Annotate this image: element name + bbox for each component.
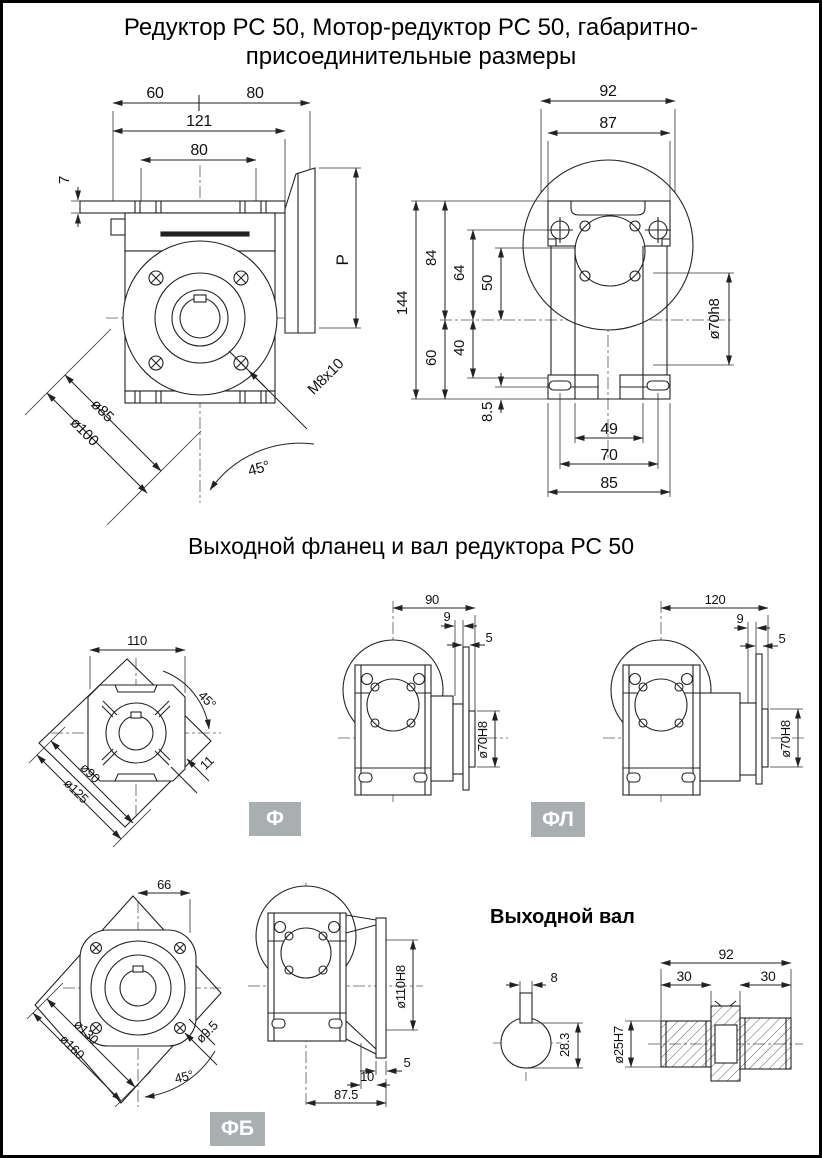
dim-label-d100: ø100 [66,414,102,450]
dim-label-d70H8-f: ø70H8 [475,721,490,759]
flange-fl-side-view [603,592,805,803]
dim-label-30-left: 30 [676,968,692,984]
page-title-line2: присоединительные размеры [245,43,577,71]
dim-label-120: 120 [704,592,726,607]
dim-label-9fl: 9 [736,611,744,626]
dim-label-45-f: 45° [195,687,220,712]
dim-label-key8: 8 [550,970,558,985]
flange-fb-side-view [248,883,423,1107]
dim-label-d160: ø160 [56,1031,88,1063]
variant-badge-f: Ф [249,802,301,836]
dim-label-d70H8-fl: ø70H8 [778,720,793,758]
dim-label-d9-5: ø9.5 [192,1017,221,1046]
dim-label-28-3: 28.3 [557,1032,572,1058]
dim-label-d25H7: ø25H7 [611,1026,626,1064]
dim-label-85: 85 [600,475,618,492]
dim-label-5fb: 5 [403,1055,411,1070]
dim-label-8-5: 8.5 [479,402,496,422]
dim-label-66: 66 [157,877,171,892]
gearbox-rear-view [394,83,734,497]
dim-label-87-5: 87.5 [333,1087,359,1102]
output-shaft-end-view [493,970,583,1081]
dim-label-7: 7 [56,175,73,184]
technical-drawing-canvas [3,3,822,1158]
dim-label-144: 144 [394,290,411,316]
dim-label-87: 87 [599,115,617,132]
dim-label-60: 60 [146,85,164,102]
dim-label-d90: ø90 [77,759,104,786]
dim-label-64: 64 [451,264,468,282]
dim-label-p: P [333,254,352,266]
flange-fb-face-view [27,877,221,1107]
flange-f-side-view [338,592,508,803]
dim-label-5fl: 5 [778,631,786,646]
variant-badge-fb: ФБ [210,1112,265,1146]
dim-label-50: 50 [479,274,496,292]
dim-label-30-right: 30 [760,968,776,984]
dim-label-45-front: 45° [246,457,272,480]
dim-label-d110H8: ø110H8 [393,965,408,1009]
dim-label-80-flange: 80 [190,142,208,159]
dim-label-84: 84 [423,249,440,267]
flange-section-title: Выходной фланец и вал редуктора РС 50 [187,533,635,559]
page-title-line1: Редуктор РС 50, Мотор-редуктор РС 50, габаритно- [123,14,699,41]
dim-label-d130: ø130 [70,1016,102,1048]
dim-label-10fb: 10 [360,1069,374,1084]
dim-label-d85: ø85 [87,395,118,426]
dim-label-90f: 90 [425,592,439,607]
page-title [3,13,819,72]
dim-label-d125: ø125 [60,775,92,807]
dim-label-11: 11 [196,752,217,773]
dim-label-92-shaft: 92 [718,946,734,962]
dim-label-60-rear: 60 [423,349,440,367]
dim-label-d70h8: ø70h8 [706,298,723,340]
dim-label-110: 110 [127,633,147,648]
dim-label-49: 49 [600,421,618,438]
dim-label-70: 70 [600,447,618,464]
dim-label-80-top: 80 [246,85,264,102]
variant-badge-fl: ФЛ [531,802,585,837]
shaft-section-title: Выходной вал [490,906,635,928]
dim-label-9f: 9 [443,609,451,624]
dim-label-45-fb: 45° [172,1067,195,1087]
dim-label-121: 121 [186,113,212,130]
dim-label-40: 40 [451,339,468,357]
gearbox-front-view [25,85,361,525]
dim-label-5f: 5 [485,630,493,645]
dim-label-m8x10: M8x10 [304,355,348,399]
output-shaft-side-view [611,946,803,1081]
flange-f-face-view [29,633,221,847]
dim-label-92: 92 [599,83,617,100]
